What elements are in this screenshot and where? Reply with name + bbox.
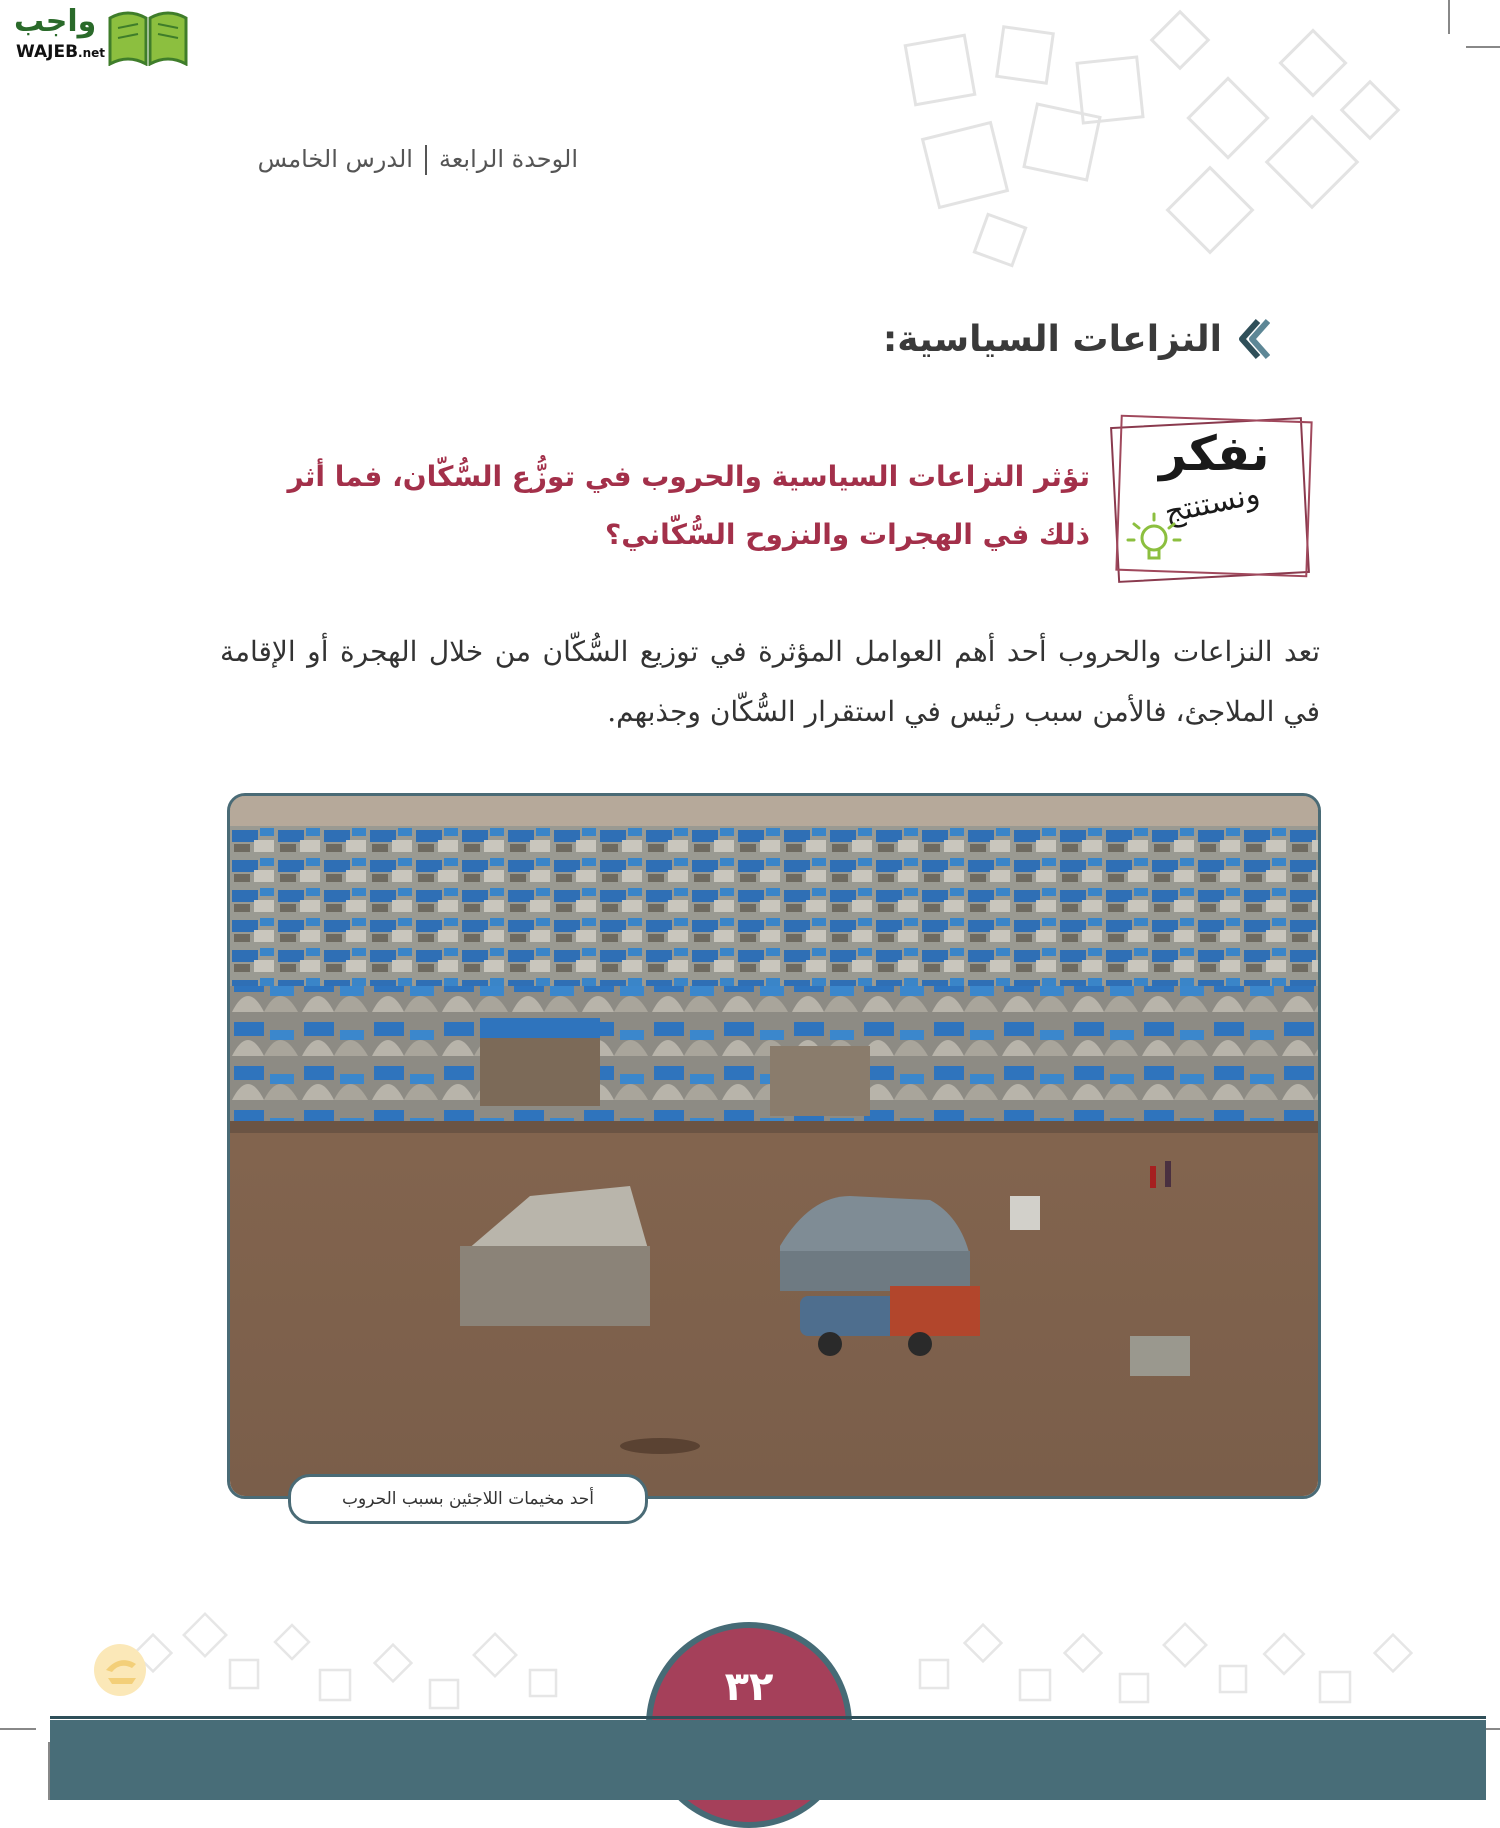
chevron-left-icon [1236,317,1270,361]
body-paragraph: تعد النزاعات والحروب أحد أهم العوامل المؤثرة في توزيع السُّكّان من خلال الهجرة أو الإقامة في الملاجئ، فالأمن سبب رئيس في استقرار السُّكّان وجذبهم. [220,635,1320,728]
think-subtitle: ونستنتج [1161,476,1263,531]
photo-caption: أحد مخيمات اللاجئين بسبب الحروب [288,1474,648,1524]
refugee-camp-photo [227,793,1321,1499]
book-icon [106,4,190,66]
lightbulb-icon [1124,510,1184,570]
section-title: النزاعات السياسية: [882,318,1222,360]
breadcrumb-unit: الوحدة الرابعة [438,145,578,173]
logo-word: واجب [14,4,97,39]
wajeb-logo[interactable] [6,4,190,70]
footer-line [50,1716,1486,1719]
logo-brand: WAJEB.net [16,42,106,62]
page-number: ٣٢ [724,1664,774,1710]
footer-bar [50,1720,1486,1800]
watermark-icon [86,1630,152,1700]
think-question: تؤثر النزاعات السياسية والحروب في توزُّع السُّكّان، فما أثر ذلك في الهجرات والنزوح السُّكّاني؟ [287,460,1090,551]
crop-mark [1466,46,1500,48]
camp-illustration [230,796,1318,1496]
breadcrumb-separator [425,145,427,175]
section-heading [883,317,1270,361]
crop-mark [0,1728,36,1730]
breadcrumb [258,145,578,175]
breadcrumb-lesson: الدرس الخامس [257,145,413,173]
crop-mark [1448,0,1450,34]
think-conclude-box [1104,408,1318,586]
decorative-pattern [880,0,1440,280]
think-title: نفكر [1159,426,1270,482]
